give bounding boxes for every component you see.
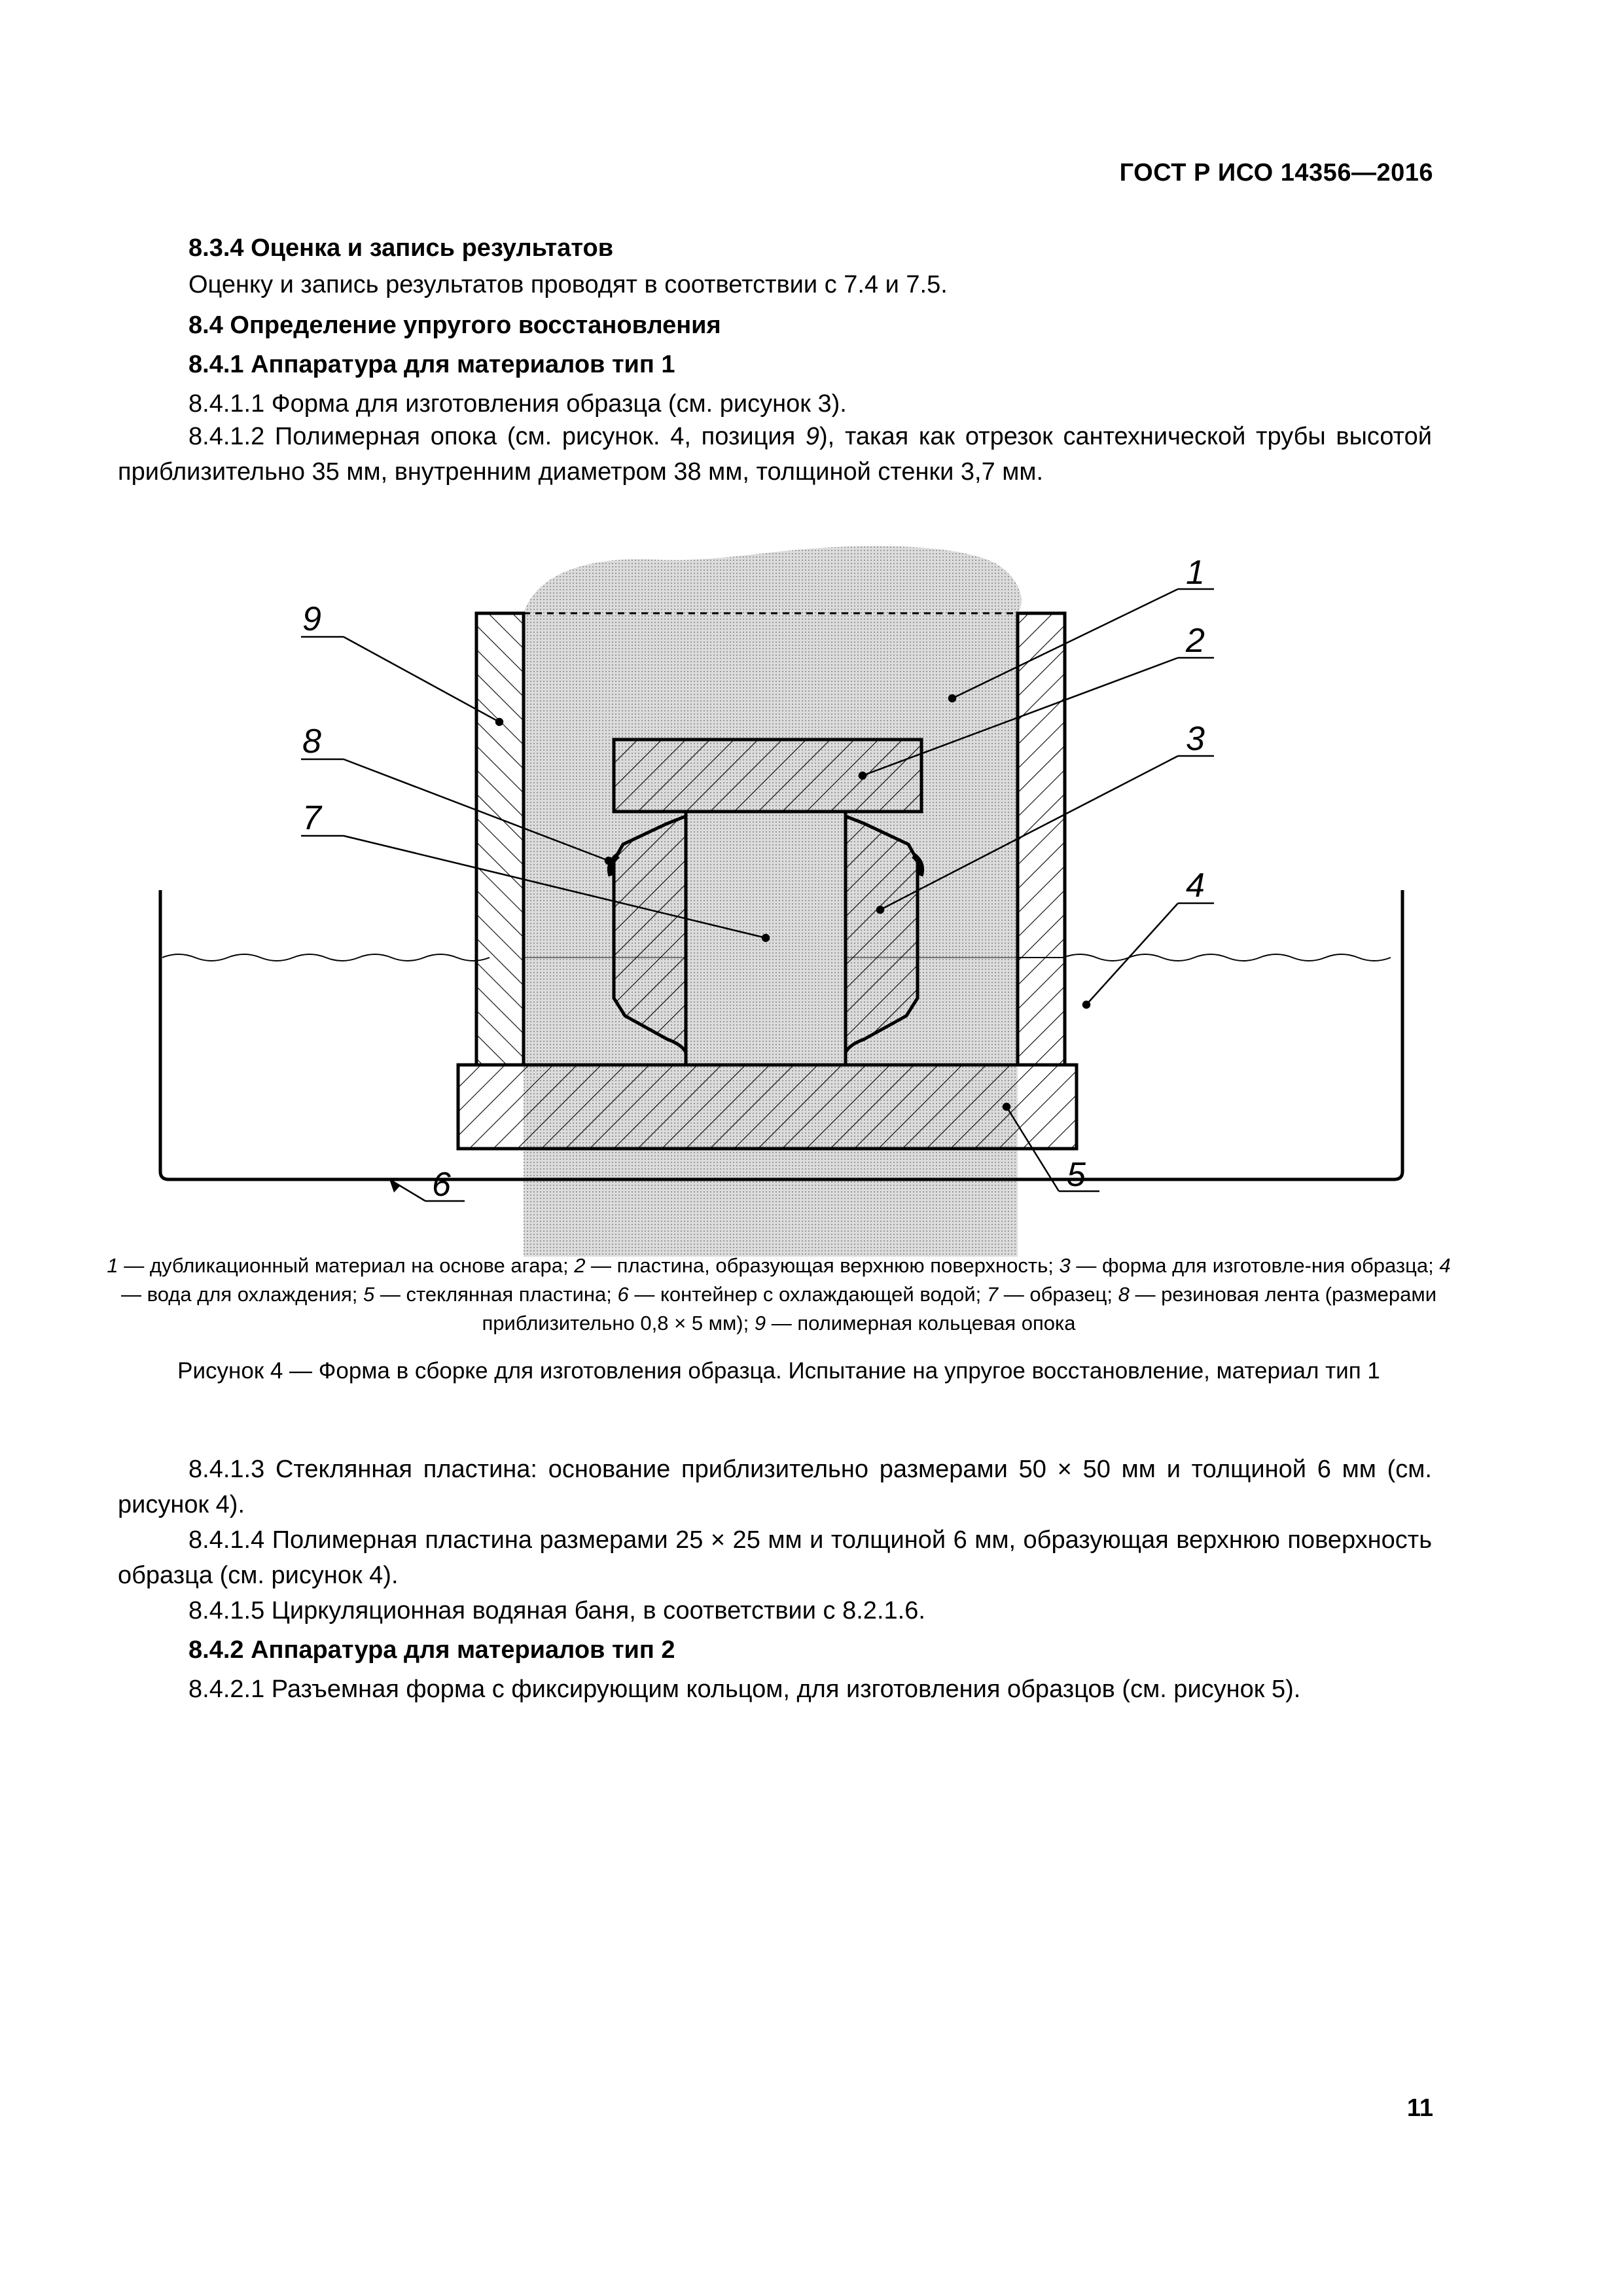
ring-wall-right [1018, 613, 1065, 1065]
figure-label-7: 7 [302, 799, 321, 837]
figure-label-9: 9 [302, 600, 321, 638]
paragraph-8-4-1-3: 8.4.1.3 Стеклянная пластина: основание приблизительно размерами 50 × 50 мм и толщиной 6 мм (см. рисунок 4). [118, 1456, 1432, 1518]
figure-label-2: 2 [1186, 622, 1205, 660]
figure-label-3: 3 [1186, 720, 1205, 758]
water-surface-left [162, 954, 490, 961]
paragraph-8-4-1-4: 8.4.1.4 Полимерная пластина размерами 25 × 25 мм и толщиной 6 мм, образующая верхнюю поверхность образца (см. рисунок 4). [118, 1526, 1432, 1589]
figure-label-6: 6 [432, 1166, 451, 1204]
figure-legend: 1 — дубликационный материал на основе агара; 2 — пластина, образующая верхнюю поверхность; 3 — форма для изготовле-ния образца; 4 — вода для охлаждения; 5 — стеклянная пластина; 6 — контейнер с охлаждающей водой; 7 — образец; 8 — резиновая лента (размерами приблизительно 0,8 × 5 мм); 9 — полимерная кольцевая опока [107, 1254, 1451, 1335]
section-8-3-4-text: Оценку и запись результатов проводят в соответствии с 7.4 и 7.5. [188, 271, 948, 298]
water-surface-right [1063, 954, 1391, 961]
glass-plate [458, 1065, 1077, 1149]
mould-left [614, 816, 686, 1052]
top-plate [614, 740, 921, 812]
mould-right [846, 816, 918, 1052]
paragraph-8-4-2-1: 8.4.2.1 Разъемная форма с фиксирующим кольцом, для изготовления образцов (см. рисунок 5). [188, 1676, 1301, 1703]
section-8-4-title: 8.4 Определение упругого восстановления [188, 312, 721, 339]
figure-label-1: 1 [1186, 554, 1205, 592]
paragraph-8-4-1-1: 8.4.1.1 Форма для изготовления образца (см. рисунок 3). [188, 390, 847, 418]
section-8-3-4-title: 8.3.4 Оценка и запись результатов [188, 234, 614, 262]
figure-label-5: 5 [1067, 1156, 1086, 1194]
figure-caption: Рисунок 4 — Форма в сборке для изготовления образца. Испытание на упругое восстановление, материал тип 1 [177, 1358, 1380, 1384]
page-number: 11 [1406, 2094, 1433, 2122]
figure-label-4: 4 [1186, 867, 1205, 905]
section-8-4-2-title: 8.4.2 Аппаратура для материалов тип 2 [188, 1636, 675, 1664]
ring-wall-left [476, 613, 524, 1065]
figure-label-8: 8 [302, 723, 321, 761]
section-8-4-1-title: 8.4.1 Аппаратура для материалов тип 1 [188, 351, 675, 378]
document-id: ГОСТ Р ИСО 14356—2016 [1119, 159, 1433, 187]
figure-4-assembly-diagram [0, 511, 1623, 1257]
paragraph-8-4-1-5: 8.4.1.5 Циркуляционная водяная баня, в соответствии с 8.2.1.6. [188, 1597, 925, 1624]
paragraph-8-4-1-2: 8.4.1.2 Полимерная опока (см. рисунок. 4, позиция 9), такая как отрезок сантехнической трубы высотой приблизительно 35 мм, внутренним диаметром 38 мм, толщиной стенки 3,7 мм. [118, 423, 1432, 486]
